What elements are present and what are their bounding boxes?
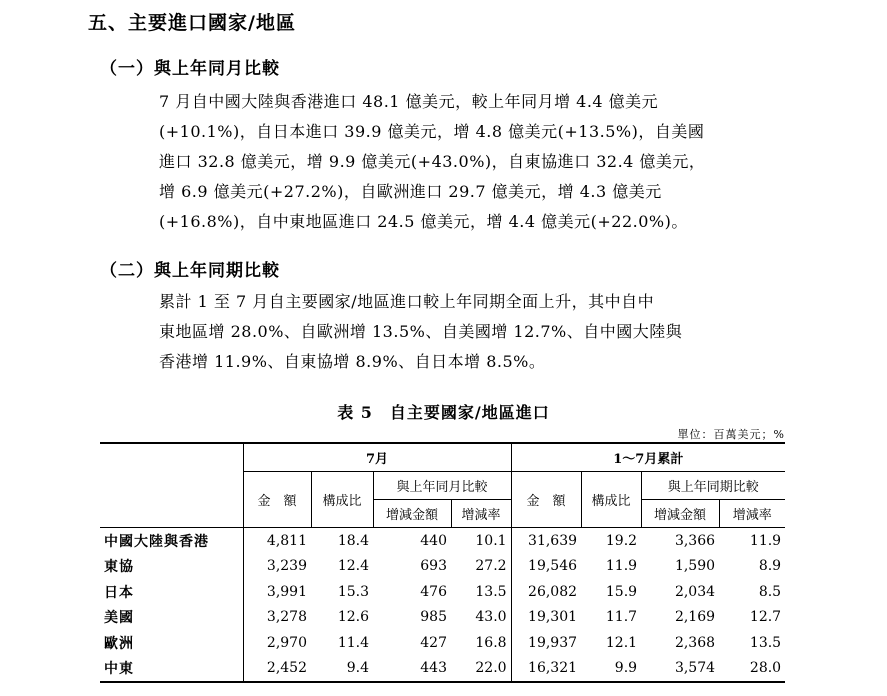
table-title: 表 5 自主要國家/地區進口: [337, 403, 550, 422]
subsection-heading-same-month: （一）與上年同月比較: [100, 59, 280, 79]
table-unit-note: 單位：百萬美元；%: [677, 428, 785, 441]
cell-cum-amount: 19,301: [528, 609, 578, 626]
cell-cum-diff: 3,574: [641, 656, 719, 683]
cell-month-amount: 3,239: [266, 558, 307, 575]
cell-month-share: 9.4: [311, 656, 373, 683]
row-name: 東協: [100, 554, 243, 580]
cell-month-diff: 443: [373, 656, 451, 683]
cell-month-rate: 43.0: [451, 605, 511, 631]
cell-month-share: 11.4: [337, 634, 369, 651]
table-row: [100, 528, 785, 554]
col-header-share: 構成比: [581, 472, 641, 528]
table-row: [100, 579, 785, 605]
group-header-month: 7月: [243, 443, 511, 472]
cell-cum-rate: 8.9: [758, 558, 782, 575]
col-header-change-amount: 增減金額: [373, 500, 451, 528]
cell-month-share: 12.4: [337, 558, 369, 575]
cell-cum-diff: 2,368: [674, 634, 716, 651]
section-heading: 五、主要進口國家/地區: [88, 12, 296, 34]
cell-cum-rate: 13.5: [749, 634, 782, 651]
cell-month-share: 15.3: [337, 583, 369, 600]
paragraph-line: 累計 1 至 7 月自主要國家/地區進口較上年同期全面上升，其中自中: [159, 292, 655, 311]
cell-cum-diff: 3,366: [674, 532, 716, 549]
cell-month-amount: 4,811: [266, 532, 307, 549]
cell-cum-amount: 19,546: [528, 558, 578, 575]
cell-cum-amount: 19,937: [528, 634, 578, 651]
cell-month-rate: 22.0: [451, 656, 511, 683]
cell-cum-rate: 8.5: [758, 583, 782, 600]
imports-table: [100, 442, 785, 683]
cell-month-diff: 427: [420, 634, 447, 651]
paragraph-line: 7 月自中國大陸與香港進口 48.1 億美元，較上年同月增 4.4 億美元: [159, 92, 659, 111]
row-header-corner: [100, 443, 243, 528]
table-row: [100, 656, 785, 683]
cell-cum-rate: 28.0: [719, 656, 785, 683]
cell-month-diff: 985: [420, 609, 447, 626]
col-header-change-amount: 增減金額: [641, 500, 719, 528]
paragraph-line: 香港增 11.9%、自東協增 8.9%、自日本增 8.5%。: [159, 352, 546, 371]
cell-month-rate: 13.5: [451, 579, 511, 605]
cell-cum-share: 15.9: [605, 583, 638, 600]
col-header-amount: 金 額: [243, 472, 311, 528]
col-header-share: 構成比: [311, 472, 373, 528]
cell-month-amount: 2,970: [266, 634, 307, 651]
table-row: [100, 554, 785, 580]
cell-cum-diff: 2,169: [674, 609, 716, 626]
cell-month-share: 18.4: [337, 532, 369, 549]
paragraph-line: 增 6.9 億美元(+27.2%)，自歐洲進口 29.7 億美元，增 4.3 億美元: [159, 182, 662, 201]
col-header-compare-month: 與上年同月比較: [373, 472, 511, 500]
paragraph-same-month: [159, 87, 785, 237]
paragraph-line: (+16.8%)，自中東地區進口 24.5 億美元，增 4.4 億美元(+22.0%)。: [159, 212, 688, 231]
paragraph-same-period: [159, 287, 785, 377]
cell-month-diff: 693: [420, 558, 447, 575]
cell-cum-share: 19.2: [605, 532, 638, 549]
cell-cum-amount: 26,082: [528, 583, 578, 600]
cell-month-amount: 3,278: [266, 609, 307, 626]
table-row: [100, 630, 785, 656]
group-header-cumulative: 1～7月累計: [511, 443, 785, 472]
cell-month-rate: 16.8: [451, 630, 511, 656]
table-row: [100, 605, 785, 631]
row-name: 日本: [100, 579, 243, 605]
row-name: 中國大陸與香港: [100, 528, 243, 554]
row-name: 歐洲: [100, 630, 243, 656]
cell-cum-diff: 2,034: [674, 583, 716, 600]
col-header-change-rate: 增減率: [451, 500, 511, 528]
col-header-compare-period: 與上年同期比較: [641, 472, 785, 500]
cell-month-amount: 2,452: [243, 656, 311, 683]
cell-cum-share: 12.1: [605, 634, 638, 651]
row-name: 美國: [100, 605, 243, 631]
cell-cum-share: 9.9: [581, 656, 641, 683]
cell-cum-share: 11.7: [605, 609, 638, 626]
col-header-amount: 金 額: [511, 472, 581, 528]
cell-cum-share: 11.9: [605, 558, 638, 575]
paragraph-line: (+10.1%)，自日本進口 39.9 億美元，增 4.8 億美元(+13.5%)，自美國: [159, 122, 705, 141]
cell-month-amount: 3,991: [266, 583, 307, 600]
row-name: 中東: [100, 656, 243, 683]
cell-cum-rate: 12.7: [749, 609, 782, 626]
col-header-change-rate: 增減率: [719, 500, 785, 528]
cell-month-share: 12.6: [337, 609, 369, 626]
cell-cum-amount: 31,639: [528, 532, 578, 549]
cell-month-diff: 476: [420, 583, 447, 600]
cell-cum-rate: 11.9: [749, 532, 782, 549]
cell-cum-diff: 1,590: [674, 558, 716, 575]
cell-month-rate: 27.2: [451, 554, 511, 580]
paragraph-line: 東地區增 28.0%、自歐洲增 13.5%、自美國增 12.7%、自中國大陸與: [159, 322, 683, 341]
paragraph-line: 進口 32.8 億美元，增 9.9 億美元(+43.0%)，自東協進口 32.4 億美元，: [159, 152, 706, 171]
cell-month-diff: 440: [420, 532, 447, 549]
subsection-heading-same-period: （二）與上年同期比較: [100, 261, 280, 281]
cell-cum-amount: 16,321: [511, 656, 581, 683]
cell-month-rate: 10.1: [451, 528, 511, 554]
